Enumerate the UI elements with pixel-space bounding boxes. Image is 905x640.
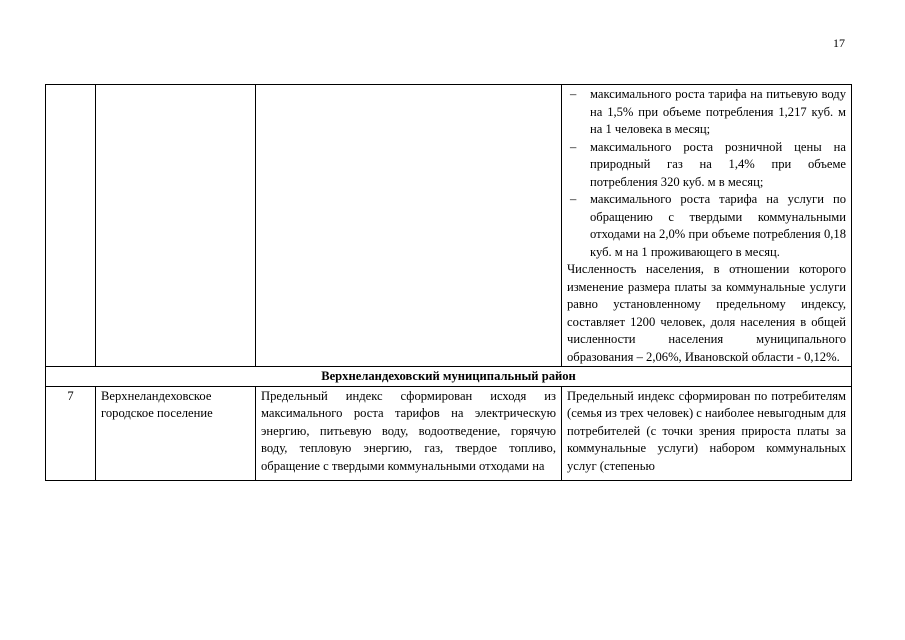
cell-number-empty — [46, 85, 96, 367]
region-header: Верхнеландеховский муниципальный район — [46, 367, 852, 387]
growth-bullet-list — [567, 86, 846, 261]
cell-consumer-basis — [562, 386, 852, 480]
cell-settlement-empty — [96, 85, 256, 367]
list-item — [567, 139, 846, 192]
tariff-table — [45, 84, 852, 481]
dash-marker: – — [570, 192, 577, 206]
cell-index-basis — [256, 386, 562, 480]
dash-marker: – — [570, 87, 577, 101]
bullet-text: максимального роста тарифа на услуги по обращению с твердыми коммунальными отходами на 2,0% при объеме потребления 0,18 куб. м на 1 проживающего в месяц. — [590, 192, 846, 259]
table-row-region — [46, 367, 852, 387]
cell-row-number — [46, 386, 96, 480]
settlement-name: Верхнеландеховское городское поселение — [101, 388, 213, 420]
bullet-text: максимального роста розничной цены на природный газ на 1,4% при объеме потребления 320 куб. м в месяц; — [590, 139, 846, 189]
table-row — [46, 386, 852, 480]
cell-settlement — [96, 386, 256, 480]
bullet-text: максимального роста тарифа на питьевую воду на 1,5% при объеме потребления 1,217 куб. м на 1 человека в месяц; — [590, 87, 846, 136]
table-row-continued — [46, 85, 852, 367]
list-item — [567, 86, 846, 139]
dash-marker: – — [570, 139, 577, 154]
index-basis-text: Предельный индекс сформирован исходя из максимального роста тарифов на электрическую энергию, питьевую воду, водоотведение, горячую воду, тепловую энергию, газ, твердое топливо, обращение с твердыми коммунальными отходами на — [261, 388, 556, 473]
consumer-basis-text: Предельный индекс сформирован по потребителям (семья из трех человек) с наиболее невыгодным для потребителей (с точки зрения прироста платы за коммунальные услуги) набором коммунальных услуг (степенью — [567, 388, 846, 473]
page-number: 17 — [833, 36, 845, 50]
list-item — [567, 191, 846, 261]
cell-index-basis-empty — [256, 85, 562, 367]
cell-consumer-basis-continued — [562, 85, 852, 367]
population-text: Численность населения, в отношении которого изменение размера платы за коммунальные услуги равно установленному предельному индексу, составляет 1200 человек, доля населения в общей численности населения муниципального образования – 2,06%, Ивановской области - 0,12%. — [567, 262, 846, 364]
row-number: 7 — [67, 388, 74, 403]
